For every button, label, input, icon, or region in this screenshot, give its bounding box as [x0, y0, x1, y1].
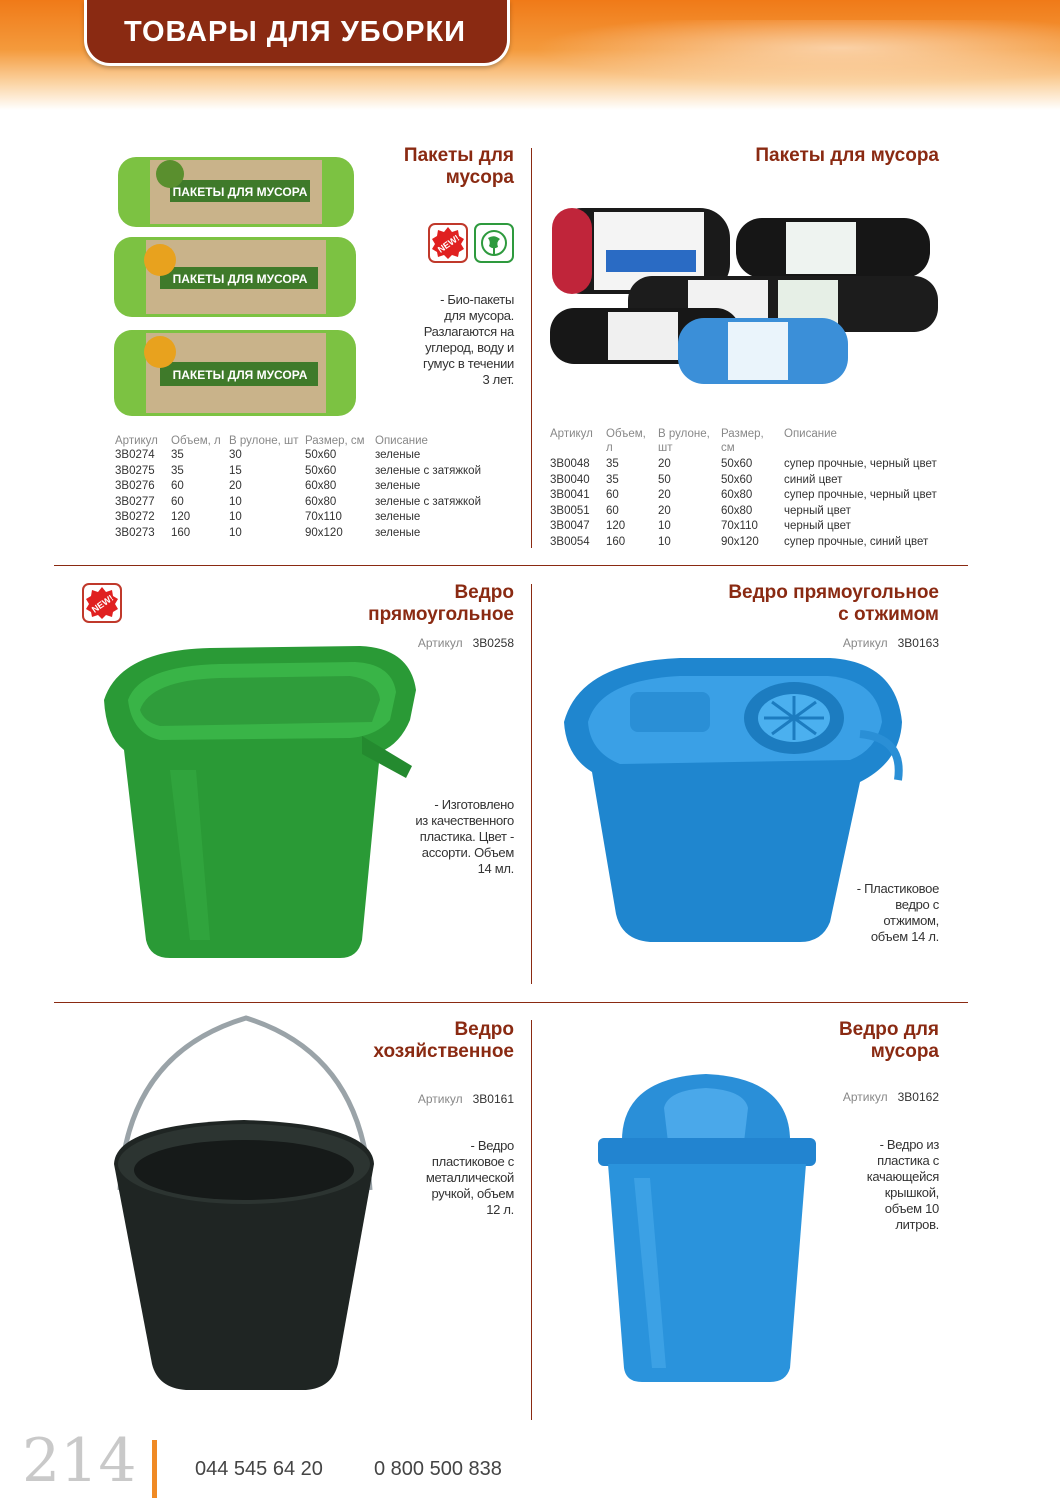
table-row: [550, 473, 944, 489]
column-header: Описание: [784, 428, 837, 440]
column-divider-2: [531, 584, 532, 984]
table-cell: 60: [171, 495, 184, 508]
table-cell: 20: [658, 489, 671, 502]
wringer-bucket-article: Артикул 3В0163: [842, 636, 939, 650]
table-cell: 10: [229, 511, 242, 524]
table-cell: черный цвет: [784, 520, 851, 533]
table-cell: 120: [606, 520, 626, 533]
header-swoosh: [480, 20, 1060, 90]
table-cell: 60: [606, 504, 619, 517]
wringer-bucket-description: - Пластиковое ведро с отжимом, объем 14 л.: [856, 881, 939, 944]
black-bucket-image: [106, 1014, 382, 1394]
table-cell: 3В0273: [115, 526, 155, 539]
table-cell: 3В0047: [550, 520, 590, 533]
table-cell: 10: [658, 535, 671, 548]
table-cell: 70х110: [305, 511, 342, 524]
table-cell: 20: [658, 458, 671, 470]
wringer-bucket-title: Ведро прямоугольное с отжимом: [728, 582, 939, 625]
table-cell: 60х80: [721, 489, 753, 502]
household-bucket-description: - Ведро пластиковое с металлической ручкой, объем 12 л.: [425, 1138, 514, 1217]
table-cell: 60х80: [721, 504, 753, 517]
blue-waste-bin-image: [594, 1068, 820, 1386]
table-cell: 50х60: [721, 458, 753, 470]
table-cell: 60х80: [305, 495, 337, 508]
table-cell: 10: [229, 495, 242, 508]
table-cell: зеленые: [375, 449, 421, 461]
table-cell: 90х120: [721, 535, 759, 548]
household-bucket-article: Артикул 3В0161: [417, 1092, 514, 1106]
table-cell: 3В0054: [550, 535, 590, 548]
column-header: Артикул: [115, 435, 158, 447]
table-cell: 3В0275: [115, 464, 155, 477]
page-number: 214: [22, 1426, 137, 1496]
trash-bags-table: [550, 427, 944, 551]
table-cell: супер прочные, синий цвет: [784, 535, 929, 548]
column-header: Артикул: [550, 428, 593, 440]
waste-bin-article: Артикул 3В0162: [842, 1090, 939, 1104]
table-row: [550, 457, 944, 473]
table-row: [115, 448, 495, 464]
table-cell: 50х60: [721, 473, 753, 486]
rect-bucket-article: Артикул 3В0258: [417, 636, 514, 650]
column-header: В рулоне, шт: [658, 428, 710, 454]
bio-bags-image: [110, 152, 364, 422]
green-bucket-image: [100, 640, 422, 962]
table-cell: 35: [171, 449, 184, 461]
table-cell: 120: [171, 511, 191, 524]
column-header: Объем, л: [171, 435, 221, 447]
table-header-row: [115, 434, 495, 448]
table-row: [115, 510, 495, 526]
column-header: Описание: [375, 435, 428, 447]
table-cell: 160: [606, 535, 626, 548]
table-cell: 3В0041: [550, 489, 590, 502]
rect-bucket-description: - Изготовлено из качественного пластика. Цвет - ассорти. Объем 14 мл.: [415, 797, 514, 876]
table-cell: 30: [229, 449, 242, 461]
table-cell: 15: [229, 464, 242, 477]
table-cell: 35: [606, 473, 619, 486]
table-header-row: [550, 427, 944, 457]
column-divider-3: [531, 1020, 532, 1420]
eco-badge: [474, 223, 514, 263]
table-cell: 60: [171, 480, 184, 493]
table-row: [115, 479, 495, 495]
waste-bin-title: Ведро для мусора: [838, 1019, 939, 1062]
table-cell: 3В0051: [550, 504, 590, 517]
section-title: ТОВАРЫ ДЛЯ УБОРКИ: [124, 16, 467, 48]
phone-number-1: 044 545 64 20: [195, 1458, 323, 1480]
table-cell: зеленые: [375, 526, 421, 539]
bio-bags-table: [115, 434, 495, 542]
table-cell: 3В0277: [115, 495, 155, 508]
table-row: [550, 519, 944, 535]
table-cell: зеленые с затяжкой: [375, 495, 481, 508]
table-cell: 3В0048: [550, 458, 590, 470]
table-cell: 50х60: [305, 464, 337, 477]
svg-text:ПАКЕТЫ ДЛЯ МУСОРА: ПАКЕТЫ ДЛЯ МУСОРА: [172, 272, 308, 286]
rect-bucket-title: Ведро прямоугольное: [368, 582, 514, 625]
column-header: Объем, л: [606, 428, 646, 454]
new-badge: [428, 223, 468, 263]
table-cell: 50х60: [305, 449, 337, 461]
table-cell: 70х110: [721, 520, 758, 533]
table-cell: 35: [606, 458, 619, 470]
table-cell: синий цвет: [784, 473, 843, 486]
bio-bags-title: Пакеты для мусора: [403, 145, 514, 188]
table-row: [115, 495, 495, 511]
trash-bags-image: [548, 200, 942, 390]
svg-text:ПАКЕТЫ ДЛЯ МУСОРА: ПАКЕТЫ ДЛЯ МУСОРА: [172, 368, 308, 382]
row-divider-1: [54, 565, 968, 566]
table-cell: супер прочные, черный цвет: [784, 458, 937, 470]
table-cell: 160: [171, 526, 191, 539]
column-header: Размер, см: [721, 428, 764, 454]
table-cell: 3В0274: [115, 449, 155, 461]
table-cell: 60х80: [305, 480, 337, 493]
table-cell: зеленые с затяжкой: [375, 464, 481, 477]
table-cell: 50: [658, 473, 671, 486]
household-bucket-title: Ведро хозяйственное: [373, 1019, 514, 1062]
table-cell: зеленые: [375, 511, 421, 524]
column-header: Размер, см: [305, 435, 365, 447]
svg-text:ПАКЕТЫ ДЛЯ МУСОРА: ПАКЕТЫ ДЛЯ МУСОРА: [172, 185, 308, 199]
table-cell: черный цвет: [784, 504, 851, 517]
trash-bags-title: Пакеты для мусора: [755, 145, 939, 166]
column-divider-1: [531, 148, 532, 548]
table-cell: 20: [229, 480, 242, 493]
table-row: [550, 504, 944, 520]
svg-text:NEW!: NEW!: [89, 592, 116, 615]
row-divider-2: [54, 1002, 968, 1003]
phone-number-2: 0 800 500 838: [374, 1458, 502, 1480]
table-row: [115, 464, 495, 480]
column-header: В рулоне, шт: [229, 435, 299, 447]
table-cell: 10: [229, 526, 242, 539]
new-badge-icon: [431, 226, 465, 260]
table-cell: 3В0040: [550, 473, 590, 486]
bio-bags-description: - Био-пакеты для мусора. Разлагаются на углерод, воду и гумус в течении 3 лет.: [423, 292, 514, 387]
table-cell: супер прочные, черный цвет: [784, 489, 937, 502]
table-row: [115, 526, 495, 542]
table-cell: 3В0272: [115, 511, 155, 524]
table-cell: 10: [658, 520, 671, 533]
footer-accent-bar: [152, 1440, 157, 1498]
table-cell: 60: [606, 489, 619, 502]
table-cell: зеленые: [375, 480, 421, 493]
waste-bin-description: - Ведро из пластика с качающейся крышкой, объем 10 литров.: [866, 1137, 939, 1232]
table-cell: 35: [171, 464, 184, 477]
table-cell: 3В0276: [115, 480, 155, 493]
table-row: [550, 488, 944, 504]
table-row: [550, 535, 944, 551]
table-cell: 90х120: [305, 526, 343, 539]
new-badge-icon: [85, 586, 119, 620]
new-badge: [82, 583, 122, 623]
globe-leaf-icon: [479, 228, 509, 258]
blue-wringer-bucket-image: [560, 652, 906, 944]
table-cell: 20: [658, 504, 671, 517]
svg-text:NEW!: NEW!: [435, 232, 462, 255]
